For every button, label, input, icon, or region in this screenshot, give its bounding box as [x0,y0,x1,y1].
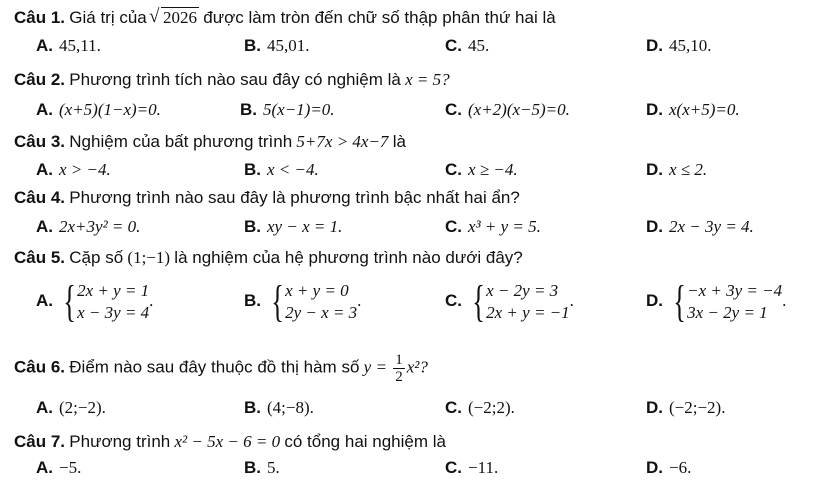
function-rhs: x²? [406,357,428,377]
question-label: Câu 3. [14,132,66,151]
function-lhs: y = [363,357,387,377]
sqrt-expression: √ 2026 [151,8,199,28]
math-expression: x = 5? [405,70,450,89]
math-expression: x² − 5x − 6 = 0 [174,432,281,451]
q5-option-d[interactable]: D. { −x + 3y = −4 3x − 2y = 1 . [646,277,787,326]
q4-option-a[interactable]: A. 2x+3y² = 0. [36,217,141,236]
q3-option-c[interactable]: C. x ≥ −4. [445,160,518,179]
question-1 [14,8,556,28]
q6-option-a[interactable]: A. (2;−2). [36,398,106,417]
fraction: $\frac{1}{2}$ [395,352,403,385]
q6-option-d[interactable]: D. (−2;−2). [646,398,726,417]
question-label: Câu 5. [14,248,66,267]
question-6 [14,352,428,385]
q7-option-b[interactable]: B. 5. [244,458,280,477]
question-5 [14,248,523,268]
q4-option-b[interactable]: B. xy − x = 1. [244,217,343,236]
question-label: Câu 4. [14,188,66,207]
q3-option-b[interactable]: B. x < −4. [244,160,319,179]
question-text: Phương trình tích nào sau đây có nghiệm là [69,70,401,89]
q7-option-d[interactable]: D. −6. [646,458,692,477]
question-text: Điểm nào sau đây thuộc đồ thị hàm số [69,357,360,377]
question-4 [14,188,520,208]
question-text-end: là nghiệm của hệ phương trình nào dưới đây? [174,248,523,267]
q6-option-b[interactable]: B. (4;−8). [244,398,314,417]
q4-option-c[interactable]: C. x³ + y = 5. [445,217,541,236]
q1-option-d[interactable]: D. 45,10. [646,36,712,55]
question-text: Cặp số [69,248,124,267]
q2-option-b[interactable]: B. 5(x−1)=0. [240,100,335,119]
q3-option-a[interactable]: A. x > −4. [36,160,111,179]
question-label: Câu 2. [14,70,66,89]
question-2 [14,70,450,90]
question-label: Câu 7. [14,432,66,451]
q2-option-d[interactable]: D. x(x+5)=0. [646,100,740,119]
q1-option-c[interactable]: C. 45. [445,36,490,55]
q4-option-d[interactable]: D. 2x − 3y = 4. [646,217,754,236]
question-text: Giá trị của [69,8,147,27]
question-7 [14,432,446,452]
question-label: Câu 1. [14,8,66,27]
q1-option-a[interactable]: A. 45,11. [36,36,101,55]
question-text-end: là [392,132,406,151]
question-text: Nghiệm của bất phương trình [69,132,293,151]
question-3 [14,132,406,152]
question-text: Phương trình [69,432,171,451]
q2-option-a[interactable]: A. (x+5)(1−x)=0. [36,100,161,119]
question-text-end: có tổng hai nghiệm là [284,432,446,451]
q6-option-c[interactable]: C. (−2;2). [445,398,515,417]
q2-option-c[interactable]: C. (x+2)(x−5)=0. [445,100,570,119]
q5-option-c[interactable]: C. { x − 2y = 3 2x + y = −1 . [445,277,574,326]
q5-option-a[interactable]: A. { 2x + y = 1 x − 3y = 4 . [36,277,154,326]
number-pair: (1;−1) [127,248,171,267]
q1-option-b[interactable]: B. 45,01. [244,36,310,55]
question-text: Phương trình nào sau đây là phương trình bậc nhất hai ẩn? [69,188,520,207]
question-text-end: được làm tròn đến chữ số thập phân thứ hai là [203,8,556,27]
question-label: Câu 6. [14,357,66,377]
q7-option-c[interactable]: C. −11. [445,458,499,477]
math-expression: 5+7x > 4x−7 [296,132,389,151]
q7-option-a[interactable]: A. −5. [36,458,82,477]
q5-option-b[interactable]: B. { x + y = 0 2y − x = 3 . [244,277,362,326]
q3-option-d[interactable]: D. x ≤ 2. [646,160,708,179]
